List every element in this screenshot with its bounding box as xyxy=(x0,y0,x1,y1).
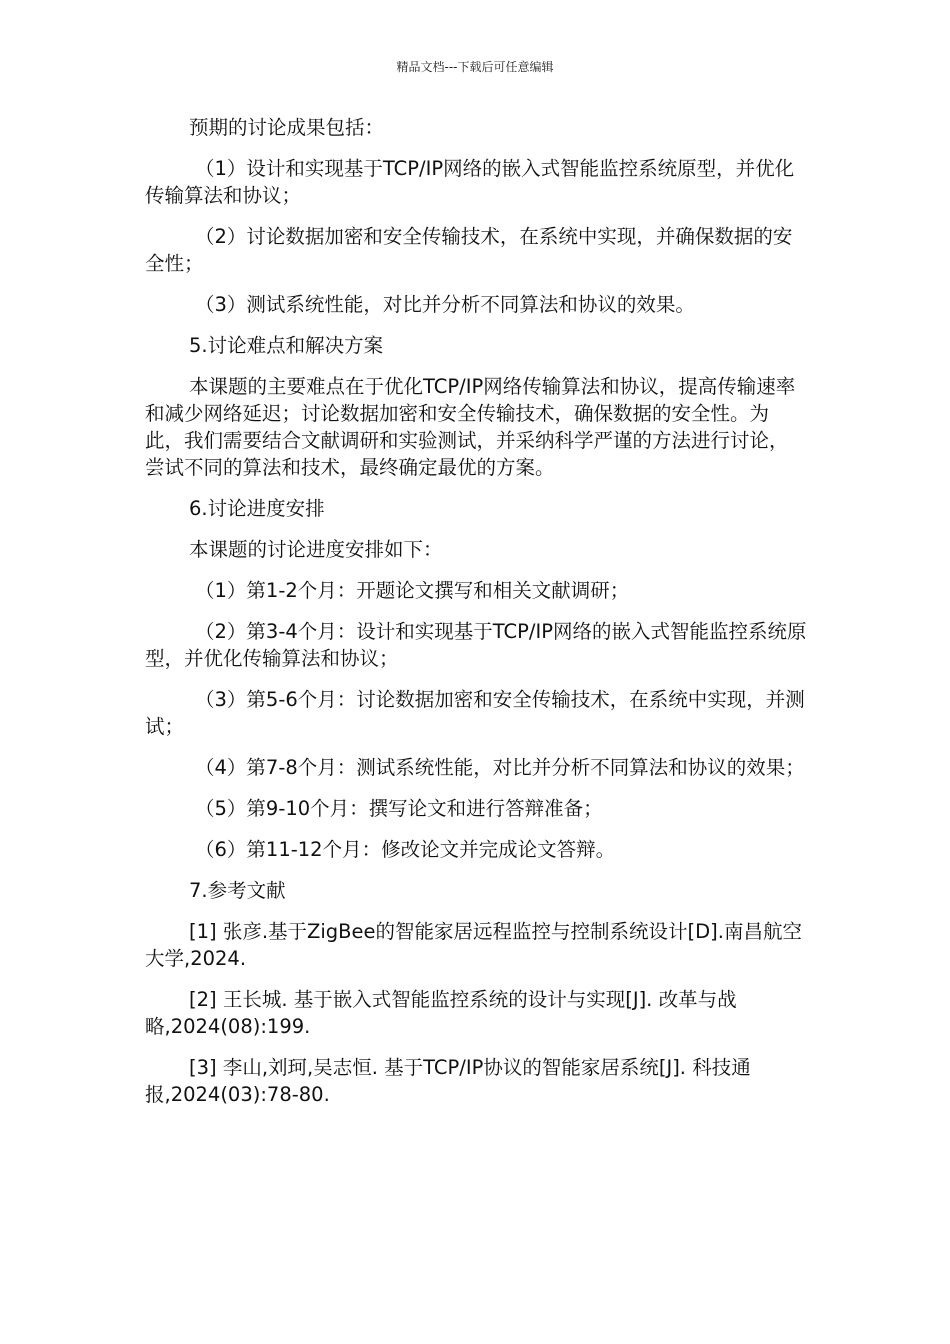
list-item: （3）第5-6个月：讨论数据加密和安全传输技术，在系统中实现，并测试； xyxy=(145,688,805,738)
expected-results-intro: 预期的讨论成果包括： xyxy=(189,116,385,139)
page-header: 精品文档---下载后可任意编辑 xyxy=(396,60,554,74)
section-heading: 6.讨论进度安排 xyxy=(189,497,325,520)
reference-item: [1] 张彦.基于ZigBee的智能家居远程监控与控制系统设计[D].南昌航空大学,2024. xyxy=(145,920,802,970)
list-item: （6）第11-12个月：修改论文并完成论文答辩。 xyxy=(195,838,616,861)
reference-item: [2] 王长城. 基于嵌入式智能监控系统的设计与实现[J]. 改革与战略,2024(08):199. xyxy=(145,988,737,1038)
list-item: （2）讨论数据加密和安全传输技术，在系统中实现，并确保数据的安全性； xyxy=(145,225,793,275)
list-item: （2）第3-4个月：设计和实现基于TCP/IP网络的嵌入式智能监控系统原型，并优化传输算法和协议； xyxy=(145,620,807,670)
body-paragraph: 本课题的主要难点在于优化TCP/IP网络传输算法和协议，提高传输速率和减少网络延迟；讨论数据加密和安全传输技术，确保数据的安全性。为此，我们需要结合文献调研和实验测试，并采纳科学严谨的方法进行讨论，尝试不同的算法和技术，最终确定最优的方案。 xyxy=(145,375,796,479)
section-heading: 5.讨论难点和解决方案 xyxy=(189,334,384,357)
schedule-intro: 本课题的讨论进度安排如下： xyxy=(189,538,443,561)
list-item: （3）测试系统性能，对比并分析不同算法和协议的效果。 xyxy=(195,293,695,316)
list-item: （1）第1-2个月：开题论文撰写和相关文献调研； xyxy=(195,579,630,602)
reference-item: [3] 李山,刘珂,吴志恒. 基于TCP/IP协议的智能家居系统[J]. 科技通报,2024(03):78-80. xyxy=(145,1056,751,1106)
list-item: （5）第9-10个月：撰写论文和进行答辩准备； xyxy=(195,797,603,820)
list-item: （4）第7-8个月：测试系统性能，对比并分析不同算法和协议的效果； xyxy=(195,756,805,779)
document-body xyxy=(145,114,807,1122)
list-item: （1）设计和实现基于TCP/IP网络的嵌入式智能监控系统原型，并优化传输算法和协议； xyxy=(145,157,795,207)
section-heading: 7.参考文献 xyxy=(189,879,286,902)
